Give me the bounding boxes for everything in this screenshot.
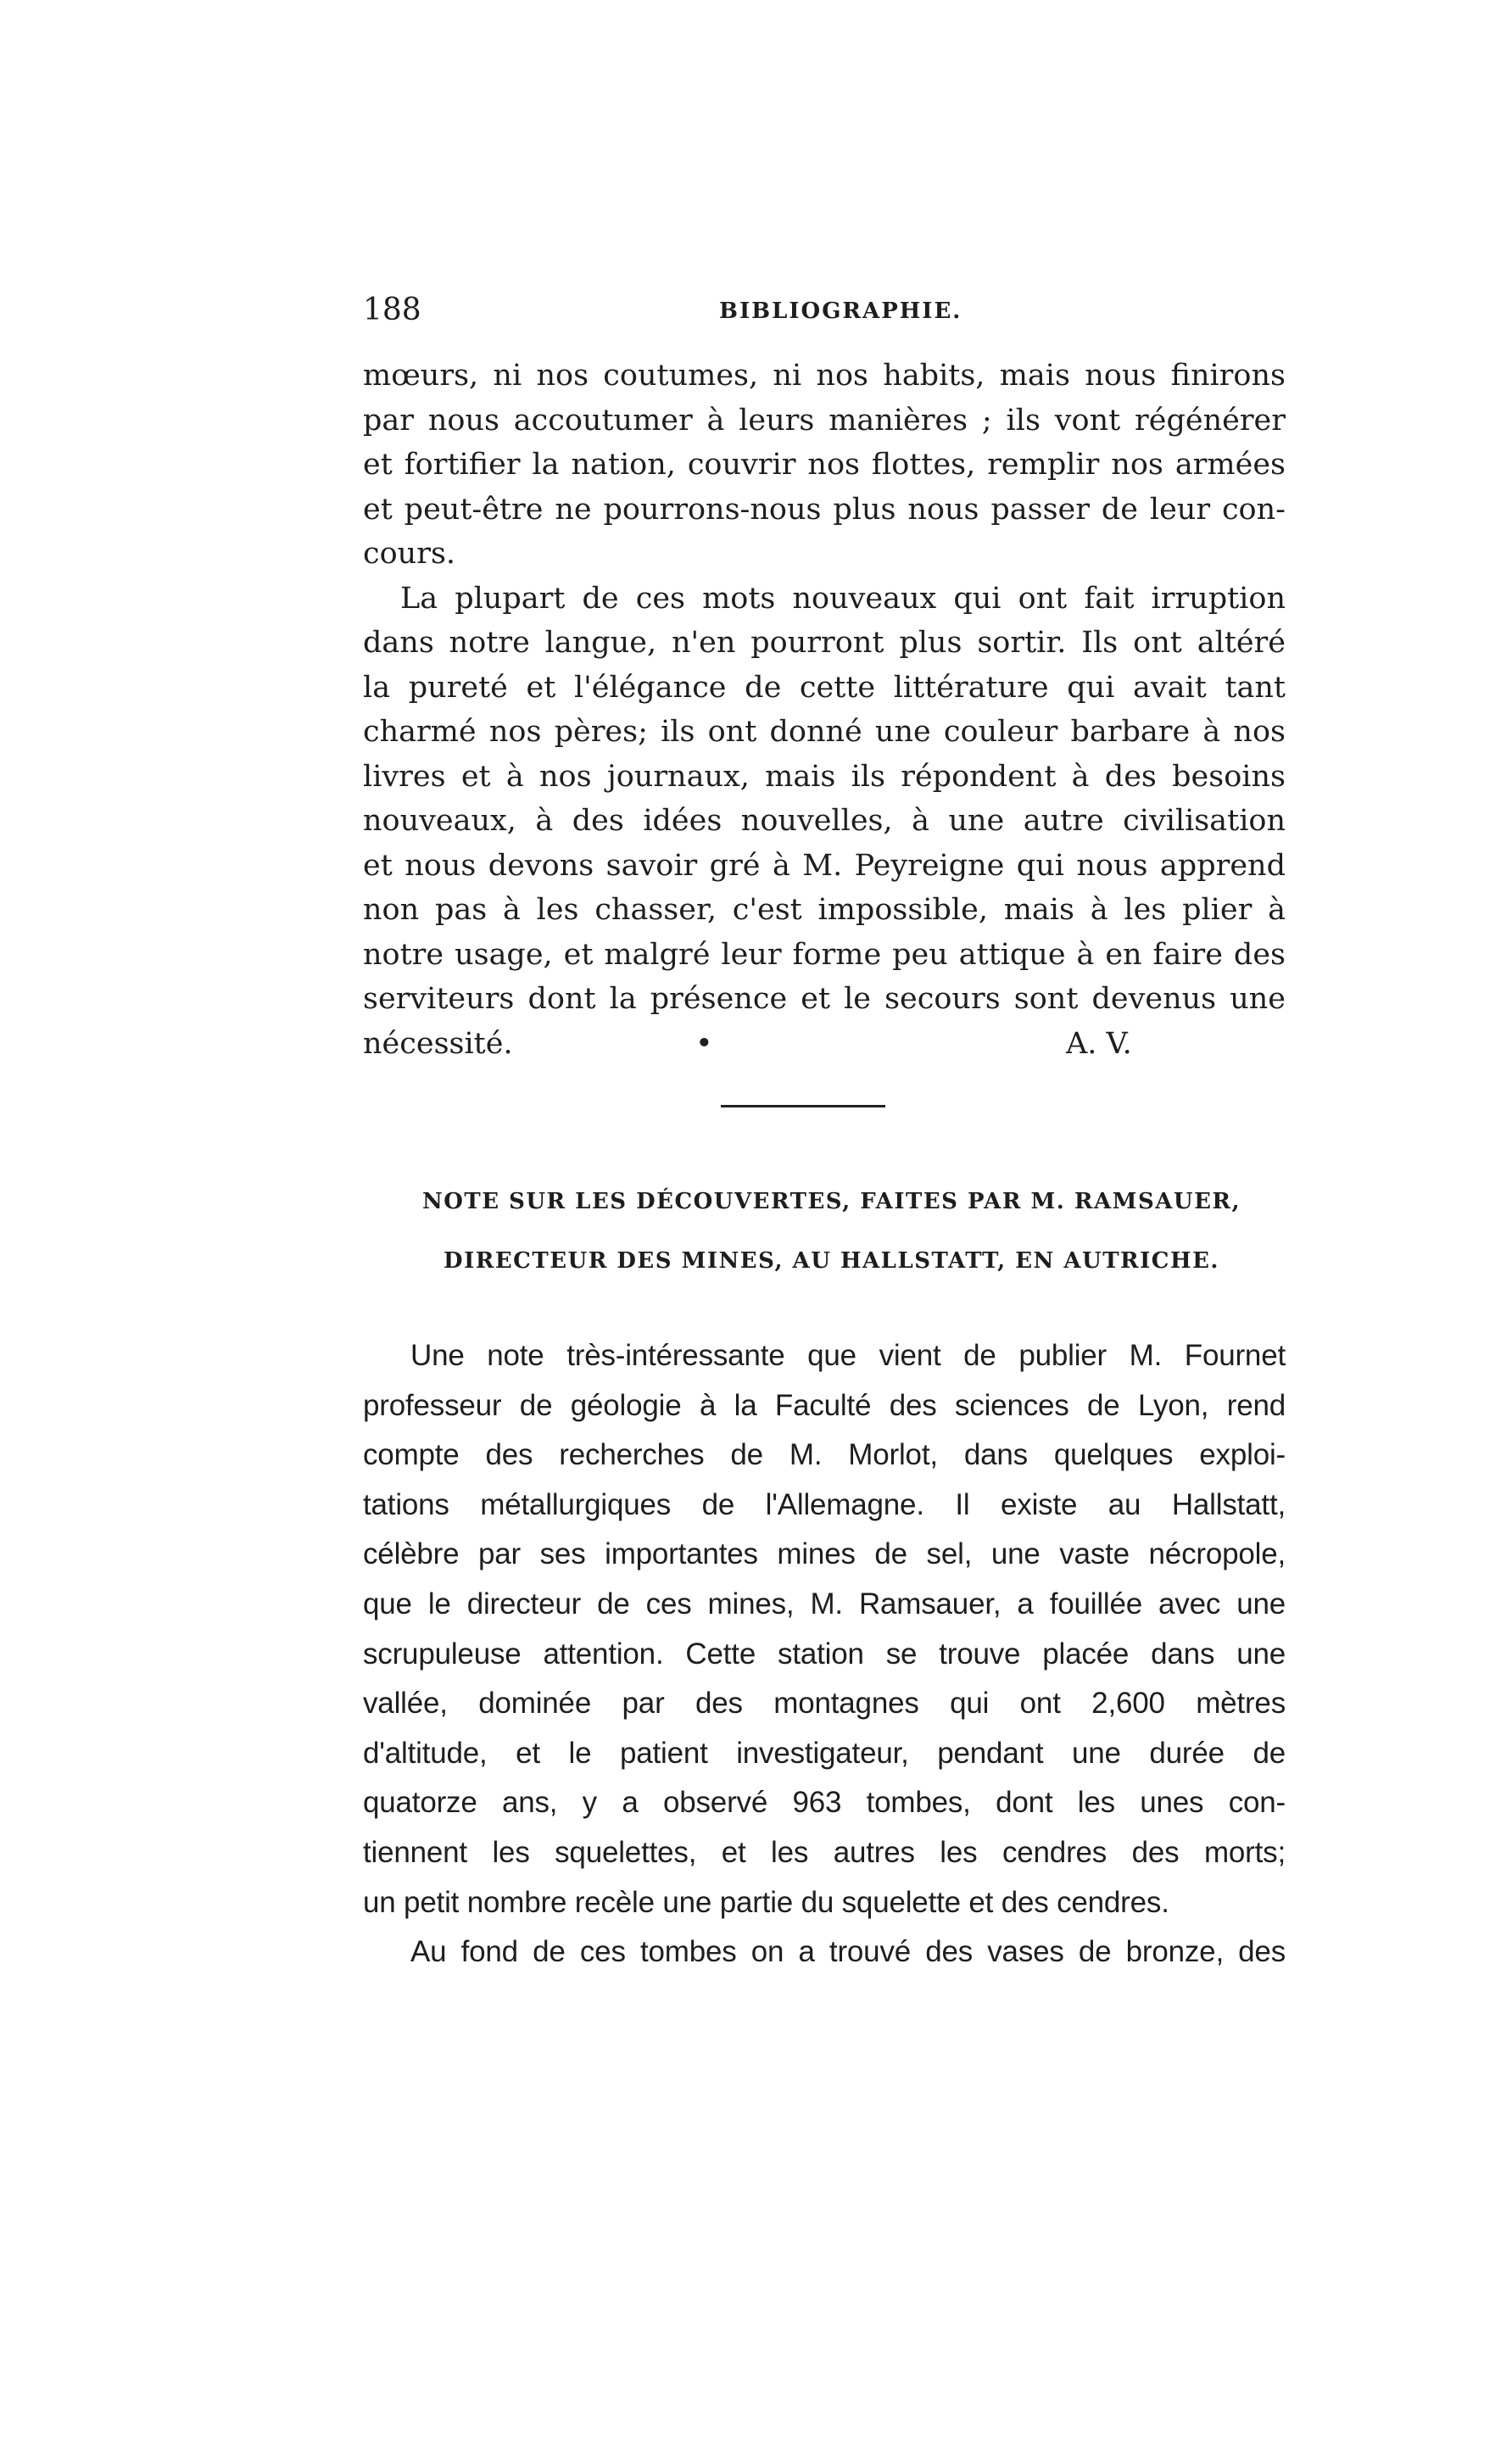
note-line: vallée, dominée par des montagnes qui ont 2,600 mètres: [363, 1687, 1286, 1721]
review-line: non pas à les chasser, c'est impossible, mais à les plier à: [363, 893, 1286, 927]
note-line: Une note très-intéressante que vient de publier M. Fournet: [410, 1339, 1286, 1372]
review-body: [363, 354, 1286, 1066]
note-line: Au fond de ces tombes on a trouvé des vases de bronze, des: [410, 1935, 1286, 1969]
review-closing-line: [363, 1022, 1286, 1067]
note-title-line-2: DIRECTEUR DES MINES, AU HALLSTATT, EN AUTRICHE.: [444, 1248, 1219, 1274]
note-line: tations métallurgiques de l'Allemagne. Il existe au Hallstatt,: [363, 1487, 1286, 1521]
review-line: notre usage, et malgré leur forme peu attique à en faire des: [363, 937, 1286, 972]
author-signature: A. V.: [1066, 1026, 1132, 1061]
page-header: [363, 293, 1300, 327]
note-title-line-1: NOTE SUR LES DÉCOUVERTES, FAITES PAR M. RAMSAUER,: [421, 1189, 1241, 1214]
review-line: et nous devons savoir gré à M. Peyreigne qui nous apprend: [363, 848, 1286, 883]
section-divider: [721, 1105, 885, 1107]
review-line: et peut-être ne pourrons-nous plus nous passer de leur con-: [363, 492, 1286, 527]
page-number: 188: [363, 293, 421, 327]
review-last-word: nécessité.: [363, 1026, 513, 1061]
note-line: scrupuleuse attention. Cette station se trouve placée dans une: [363, 1637, 1286, 1671]
review-line: la pureté et l'élégance de cette littérature qui avait tant: [363, 670, 1286, 705]
note-body: [363, 1331, 1286, 1977]
note-line: un petit nombre recèle une partie du squelette et des cendres.: [363, 1885, 1169, 1919]
note-line: compte des recherches de M. Morlot, dans quelques exploi-: [363, 1438, 1286, 1472]
review-line: La plupart de ces mots nouveaux qui ont fait irruption: [400, 581, 1286, 616]
note-line: quatorze ans, y a observé 963 tombes, dont les unes con-: [363, 1786, 1286, 1820]
review-line: livres et à nos journaux, mais ils répondent à des besoins: [363, 759, 1286, 794]
running-head: BIBLIOGRAPHIE.: [719, 298, 962, 324]
note-line: professeur de géologie à la Faculté des sciences de Lyon, rend: [363, 1388, 1286, 1422]
note-line: tiennent les squelettes, et les autres les cendres des morts;: [363, 1835, 1286, 1869]
review-line: nouveaux, à des idées nouvelles, à une autre civilisation: [363, 804, 1286, 838]
review-line: charmé nos pères; ils ont donné une couleur barbare à nos: [363, 715, 1286, 749]
review-line: et fortifier la nation, couvrir nos flottes, remplir nos armées: [363, 448, 1286, 482]
review-line: serviteurs dont la présence et le secours sont devenus une: [363, 982, 1286, 1016]
review-line: dans notre langue, n'en pourront plus sortir. Ils ont altéré: [363, 626, 1286, 660]
note-line: d'altitude, et le patient investigateur, pendant une durée de: [363, 1736, 1286, 1770]
review-line: cours.: [363, 537, 456, 571]
review-line: par nous accoutumer à leurs manières ; ils vont régénérer: [363, 403, 1286, 438]
bullet-dot: •: [695, 1026, 713, 1061]
note-line: célèbre par ses importantes mines de sel, une vaste nécropole,: [363, 1537, 1286, 1571]
note-line: que le directeur de ces mines, M. Ramsauer, a fouillée avec une: [363, 1587, 1286, 1620]
review-line: mœurs, ni nos coutumes, ni nos habits, mais nous finirons: [363, 359, 1286, 393]
